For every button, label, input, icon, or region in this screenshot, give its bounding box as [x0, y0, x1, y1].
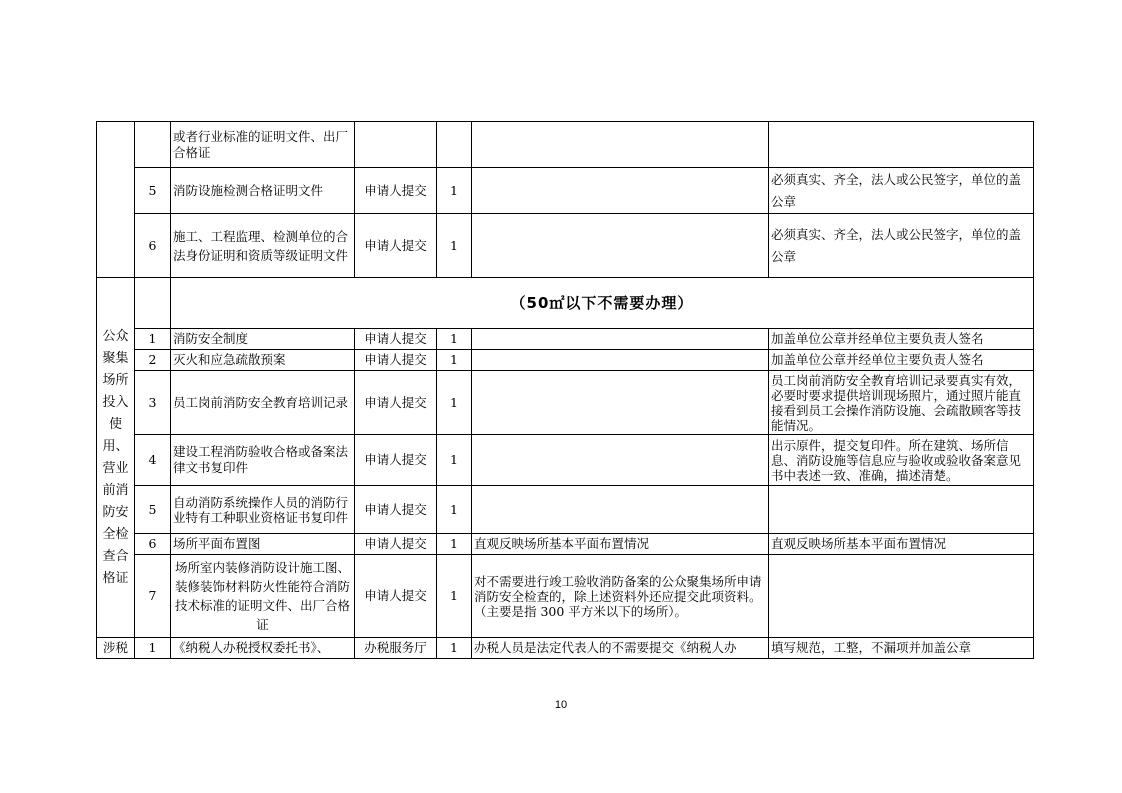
table-row: [97, 122, 1034, 168]
material-name: 建设工程消防验收合格或备案法律文书复印件: [171, 435, 355, 486]
material-requirement: 直观反映场所基本平面布置情况: [769, 534, 1034, 555]
material-note: [472, 435, 769, 486]
submit-method: 申请人提交: [355, 350, 437, 371]
material-requirement: 必须真实、齐全，法人或公民签字，单位的盖公章: [769, 214, 1034, 278]
table-row: [97, 555, 1034, 638]
row-number: 7: [135, 555, 171, 638]
row-number: 3: [135, 371, 171, 435]
copy-count: 1: [437, 214, 472, 278]
table-row: [97, 534, 1034, 555]
material-note: 对不需要进行竣工验收消防备案的公众聚集场所申请消防安全检查的，除上述资料外还应提交此项资料。（主要是指 300 平方米以下的场所）。: [472, 555, 769, 638]
table-row: [97, 371, 1034, 435]
material-name: 场所平面布置图: [171, 534, 355, 555]
material-name: 灭火和应急疏散预案: [171, 350, 355, 371]
copy-count: 1: [437, 555, 472, 638]
copy-count: 1: [437, 534, 472, 555]
table-row: [97, 168, 1034, 214]
table-row: [97, 278, 1034, 329]
submit-method: 申请人提交: [355, 555, 437, 638]
row-number: 4: [135, 435, 171, 486]
material-note: [472, 329, 769, 350]
material-note: [472, 350, 769, 371]
category-public-assembly: 公众聚集场所投入使用、营业前消防安全检查合格证: [97, 278, 135, 638]
material-note: [472, 486, 769, 534]
material-requirement: [769, 486, 1034, 534]
row-number: 5: [135, 168, 171, 214]
material-name: 《纳税人办税授权委托书》、: [171, 638, 355, 659]
material-note: [472, 214, 769, 278]
submit-method: 申请人提交: [355, 329, 437, 350]
copy-count: 1: [437, 350, 472, 371]
submit-method: 申请人提交: [355, 371, 437, 435]
material-requirement: 加盖单位公章并经单位主要负责人签名: [769, 329, 1034, 350]
row-number: 6: [135, 214, 171, 278]
copy-count: 1: [437, 371, 472, 435]
submit-method: 申请人提交: [355, 534, 437, 555]
copy-count: [437, 122, 472, 168]
table-row: [97, 435, 1034, 486]
table-row: [97, 329, 1034, 350]
copy-count: 1: [437, 486, 472, 534]
copy-count: 1: [437, 329, 472, 350]
category-cell-blank: [97, 122, 135, 278]
material-requirement: [769, 122, 1034, 168]
material-name: 或者行业标准的证明文件、出厂合格证: [171, 122, 355, 168]
row-number: [135, 278, 171, 329]
submit-method: 办税服务厅: [355, 638, 437, 659]
material-note: 直观反映场所基本平面布置情况: [472, 534, 769, 555]
table-row: [97, 638, 1034, 659]
material-note: [472, 168, 769, 214]
table-row: [97, 486, 1034, 534]
material-requirement: 填写规范，工整，不漏项并加盖公章: [769, 638, 1034, 659]
material-name: 消防安全制度: [171, 329, 355, 350]
submit-method: 申请人提交: [355, 168, 437, 214]
row-number: 1: [135, 638, 171, 659]
material-note: 办税人员是法定代表人的不需要提交《纳税人办: [472, 638, 769, 659]
material-note: [472, 371, 769, 435]
row-number: 5: [135, 486, 171, 534]
category-tax: 涉税: [97, 638, 135, 659]
table-row: [97, 350, 1034, 371]
material-name: 员工岗前消防安全教育培训记录: [171, 371, 355, 435]
requirements-table: [96, 121, 1034, 659]
row-number: 1: [135, 329, 171, 350]
row-number: [135, 122, 171, 168]
submit-method: 申请人提交: [355, 435, 437, 486]
submit-method: [355, 122, 437, 168]
material-name: 自动消防系统操作人员的消防行业特有工种职业资格证书复印件: [171, 486, 355, 534]
material-requirement: 出示原件，提交复印件。所在建筑、场所信息、消防设施等信息应与验收或验收备案意见书中表述一致、准确，描述清楚。: [769, 435, 1034, 486]
table-row: [97, 214, 1034, 278]
material-requirement: 加盖单位公章并经单位主要负责人签名: [769, 350, 1034, 371]
submit-method: 申请人提交: [355, 486, 437, 534]
material-requirement: 员工岗前消防安全教育培训记录要真实有效，必要时要求提供培训现场照片，通过照片能直接看到员工会操作消防设施、会疏散顾客等技能情况。: [769, 371, 1034, 435]
copy-count: 1: [437, 638, 472, 659]
material-note: [472, 122, 769, 168]
copy-count: 1: [437, 435, 472, 486]
material-name: 消防设施检测合格证明文件: [171, 168, 355, 214]
material-name: 施工、工程监理、检测单位的合法身份证明和资质等级证明文件: [171, 214, 355, 278]
material-requirement: [769, 555, 1034, 638]
copy-count: 1: [437, 168, 472, 214]
exemption-banner: （50㎡以下不需要办理）: [171, 278, 1034, 329]
page-number: 10: [554, 699, 568, 711]
material-requirement: 必须真实、齐全，法人或公民签字，单位的盖公章: [769, 168, 1034, 214]
submit-method: 申请人提交: [355, 214, 437, 278]
row-number: 2: [135, 350, 171, 371]
row-number: 6: [135, 534, 171, 555]
material-name: 场所室内装修消防设计施工图、装修装饰材料防火性能符合消防技术标准的证明文件、出厂合格证: [171, 555, 355, 638]
